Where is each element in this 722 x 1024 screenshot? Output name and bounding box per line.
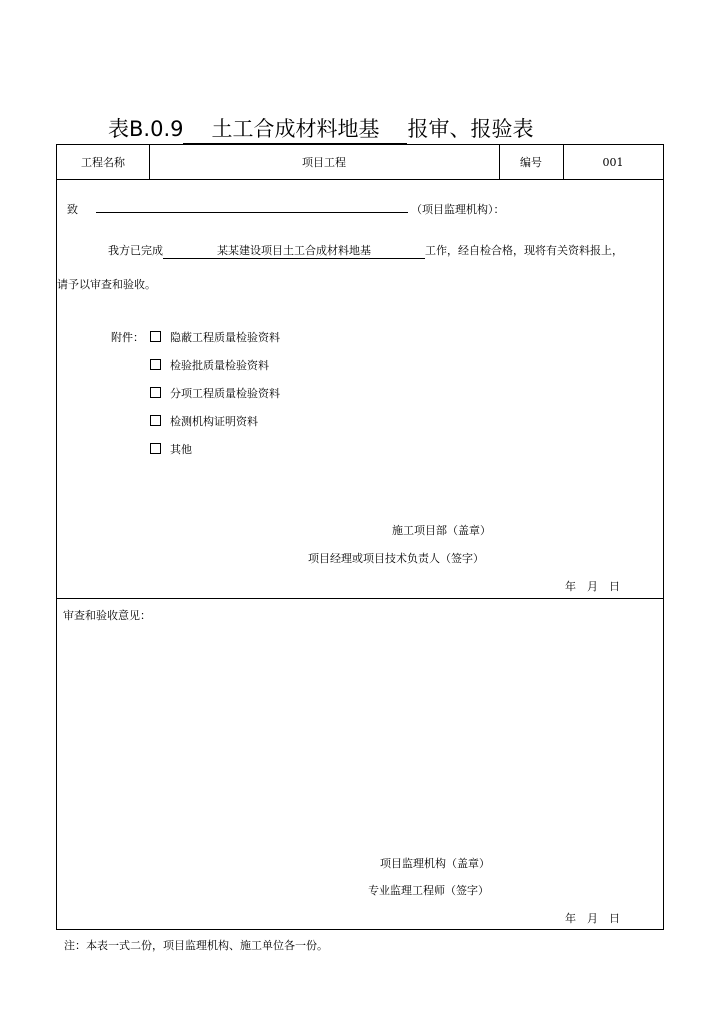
- contractor-seal: 施工项目部（盖章）: [392, 524, 491, 537]
- checkbox[interactable]: [150, 331, 161, 342]
- project-name-value: 项目工程: [302, 156, 346, 169]
- attachment-item: 其他: [150, 441, 192, 457]
- to-line: [67, 200, 505, 217]
- completion-line: [108, 242, 623, 259]
- supervisor-seal: 项目监理机构（盖章）: [380, 857, 490, 870]
- title-suffix: 报审、报验表: [407, 117, 534, 141]
- request-text: 请予以审查和验收。: [57, 278, 156, 291]
- attachment-item: 检测机构证明资料: [150, 413, 258, 429]
- number-value: 001: [602, 156, 624, 169]
- attachment-item: 隐蔽工程质量检验资料: [150, 329, 280, 345]
- checkbox[interactable]: [150, 359, 161, 370]
- to-label: 致: [67, 203, 78, 216]
- contractor-date: 年 月 日: [565, 580, 620, 593]
- form-title: [108, 113, 533, 144]
- checkbox[interactable]: [150, 387, 161, 398]
- checkbox[interactable]: [150, 415, 161, 426]
- title-prefix: 表B.0.9: [108, 117, 184, 141]
- attachment-item: 分项工程质量检验资料: [150, 385, 280, 401]
- to-suffix: （项目监理机构）：: [411, 203, 505, 216]
- supervisor-sign: 专业监理工程师（签字）: [368, 884, 489, 897]
- completed-suffix: 工作，经自检合格，现将有关资料报上，: [425, 244, 623, 257]
- review-label: 审查和验收意见：: [63, 609, 151, 622]
- footnote: 注：本表一式二份，项目监理机构、施工单位各一份。: [64, 939, 328, 952]
- attachment-item: 检验批质量检验资料: [150, 357, 269, 373]
- attachment-label: 附件：: [111, 331, 144, 344]
- completed-prefix: 我方已完成: [108, 244, 163, 257]
- number-label: 编号: [520, 156, 542, 169]
- supervisor-date: 年 月 日: [565, 912, 620, 925]
- completed-item: 某某建设项目土工合成材料地基: [163, 242, 425, 259]
- section-divider: [57, 598, 663, 599]
- contractor-sign: 项目经理或项目技术负责人（签字）: [308, 552, 484, 565]
- checkbox[interactable]: [150, 443, 161, 454]
- form-table: [56, 144, 664, 930]
- supervisor-org-blank: [96, 200, 408, 213]
- row-divider: [57, 179, 663, 180]
- title-project-type: 土工合成材料地基: [183, 113, 407, 144]
- project-name-label: 工程名称: [81, 156, 125, 169]
